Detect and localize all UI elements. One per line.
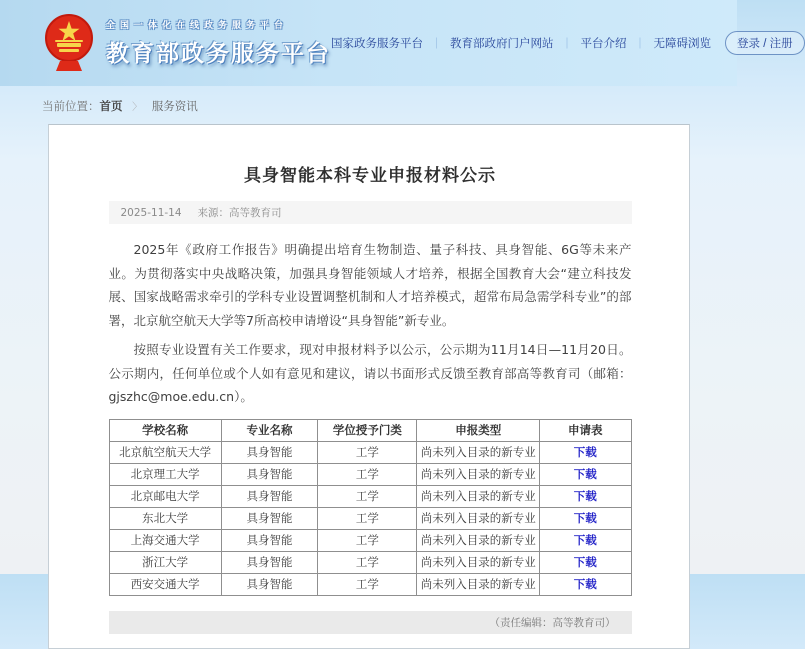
- table-header-row: [109, 419, 631, 441]
- table-row: [109, 463, 631, 485]
- cell-school: 北京邮电大学: [109, 485, 221, 507]
- editor-note-bar: [109, 611, 632, 634]
- top-nav: [331, 31, 805, 55]
- cell-degree: 工学: [318, 573, 417, 595]
- download-link[interactable]: 下载: [573, 489, 597, 503]
- cell-apply-type: 尚未列入目录的新专业: [417, 441, 540, 463]
- table-row: [109, 441, 631, 463]
- table-row: [109, 551, 631, 573]
- article-body: [109, 238, 632, 409]
- cell-degree: 工学: [318, 529, 417, 551]
- cell-school: 上海交通大学: [109, 529, 221, 551]
- site-header: [0, 0, 793, 86]
- cell-school: 浙江大学: [109, 551, 221, 573]
- logo-text: [106, 18, 331, 68]
- application-table: [109, 419, 632, 596]
- breadcrumb-home-link[interactable]: 首页: [99, 99, 123, 113]
- article-title: 具身智能本科专业申报材料公示: [244, 166, 496, 186]
- nav-divider: ｜: [634, 37, 646, 50]
- platform-title: 教育部政务服务平台: [106, 41, 331, 67]
- cell-apply-type: 尚未列入目录的新专业: [417, 529, 540, 551]
- cell-apply-type: 尚未列入目录的新专业: [417, 551, 540, 573]
- download-link[interactable]: 下载: [573, 511, 597, 525]
- cell-major: 具身智能: [221, 485, 318, 507]
- cell-major: 具身智能: [221, 507, 318, 529]
- cell-school: 北京理工大学: [109, 463, 221, 485]
- cell-major: 具身智能: [221, 551, 318, 573]
- login-register-button[interactable]: 登录 / 注册: [725, 31, 805, 55]
- nav-divider: ｜: [561, 37, 573, 50]
- cell-degree: 工学: [318, 507, 417, 529]
- table-row: [109, 573, 631, 595]
- cell-degree: 工学: [318, 485, 417, 507]
- download-link[interactable]: 下载: [573, 467, 597, 481]
- cell-degree: 工学: [318, 551, 417, 573]
- col-header-major: 专业名称: [221, 419, 318, 441]
- paragraph: 2025年《政府工作报告》明确提出培育生物制造、量子科技、具身智能、6G等未来产业。为贯彻落实中央战略决策，加强具身智能领域人才培养，根据全国教育大会“建立科技发展、国家战略需求牵引的学科专业设置调整机制和人才培养模式，超常布局急需学科专业”的部署，北京航空航天大学等7所高校申请增设“具身智能”新专业。: [108, 242, 632, 328]
- article-date: 2025-11-14: [120, 206, 182, 219]
- table-row: [109, 529, 631, 551]
- cell-major: 具身智能: [221, 573, 318, 595]
- paragraph: 按照专业设置有关工作要求，现对申报材料予以公示，公示期为11月14日—11月20日。公示期内，任何单位或个人如有意见和建议，请以书面形式反馈至教育部高等教育司（邮箱：gjszhc@moe.edu.cn）。: [108, 342, 632, 404]
- cell-major: 具身智能: [221, 463, 318, 485]
- nav-link-national-platform[interactable]: 国家政务服务平台: [331, 36, 423, 50]
- cell-major: 具身智能: [221, 529, 318, 551]
- nav-divider: ｜: [431, 37, 442, 50]
- editor-note: （责任编辑：高等教育司）: [489, 616, 616, 629]
- table-row: [109, 485, 631, 507]
- cell-apply-type: 尚未列入目录的新专业: [417, 463, 540, 485]
- cell-school: 北京航空航天大学: [109, 441, 221, 463]
- nav-link-accessibility[interactable]: 无障碍浏览: [653, 36, 711, 50]
- cell-apply-type: 尚未列入目录的新专业: [417, 507, 540, 529]
- col-header-form: 申请表: [540, 419, 631, 441]
- col-header-school: 学校名称: [109, 419, 221, 441]
- nav-link-platform-intro[interactable]: 平台介绍: [580, 36, 627, 50]
- download-link[interactable]: 下载: [573, 577, 597, 591]
- col-header-degree: 学位授予门类: [318, 419, 417, 441]
- nav-link-moe-portal[interactable]: 教育部政府门户网站: [450, 36, 554, 50]
- article-card: [48, 124, 690, 649]
- article-source: 来源：高等教育司: [197, 207, 282, 219]
- download-link[interactable]: 下载: [573, 555, 597, 569]
- cell-degree: 工学: [318, 463, 417, 485]
- breadcrumb-current-link[interactable]: 服务资讯: [151, 99, 198, 113]
- col-header-apply-type: 申报类型: [417, 419, 540, 441]
- download-link[interactable]: 下载: [573, 533, 597, 547]
- cell-degree: 工学: [318, 441, 417, 463]
- article-meta-bar: [109, 201, 632, 224]
- site-logo[interactable]: [42, 13, 331, 73]
- table-row: [109, 507, 631, 529]
- breadcrumb-prefix: 当前位置：: [42, 99, 100, 113]
- national-emblem-icon: [42, 13, 96, 73]
- platform-subtitle: 全国一体化在线政务服务平台: [106, 21, 289, 31]
- cell-school: 东北大学: [109, 507, 221, 529]
- cell-apply-type: 尚未列入目录的新专业: [417, 573, 540, 595]
- cell-major: 具身智能: [221, 441, 318, 463]
- download-link[interactable]: 下载: [573, 445, 597, 459]
- cell-school: 西安交通大学: [109, 573, 221, 595]
- cell-apply-type: 尚未列入目录的新专业: [417, 485, 540, 507]
- breadcrumb: [0, 86, 737, 122]
- breadcrumb-separator: 〉: [132, 102, 143, 113]
